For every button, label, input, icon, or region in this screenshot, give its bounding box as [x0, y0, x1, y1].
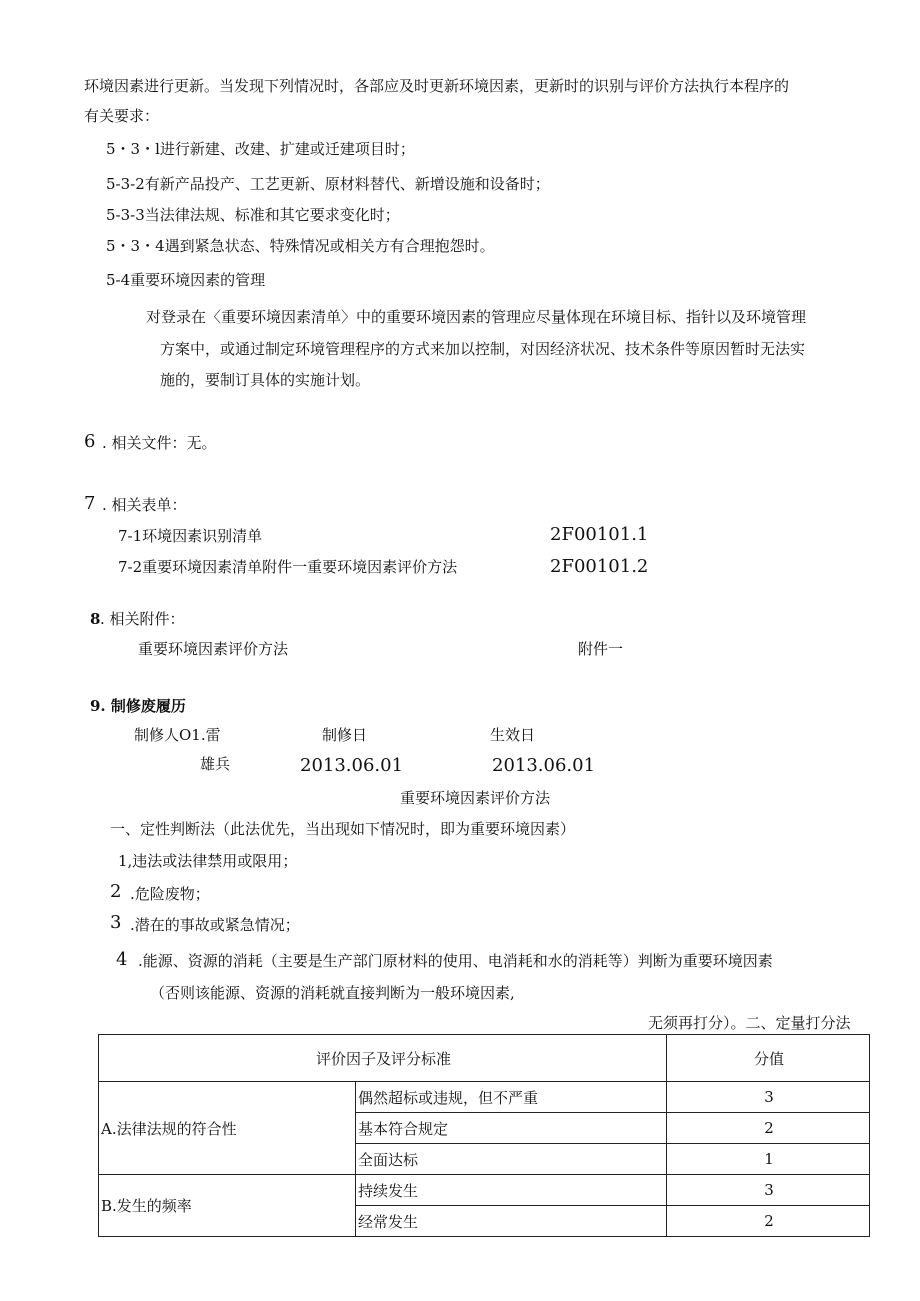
intro-line-1: 环境因素进行更新。当发现下列情况时，各部应及时更新环境因素，更新时的识别与评价方法执行本程序的 [84, 77, 790, 95]
item-5-3-4: 5・3・4遇到紧急状态、特殊情况或相关方有合理抱怨时。 [106, 237, 495, 255]
qualitative-item-1: 1,违法或法律禁用或限用； [118, 852, 298, 870]
history-col-effective-date: 生效日 [490, 726, 536, 744]
form-7-2-code: 2F00101.2 [550, 556, 649, 577]
qualitative-item-2: .危险废物； [130, 885, 210, 903]
form-7-2-label: 7-2重要环境因素清单附件一重要环境因素评价方法 [118, 558, 458, 576]
table-header-row [99, 1035, 870, 1082]
qualitative-item-2-num: 2 [110, 881, 122, 902]
form-7-1-code: 2F00101.1 [550, 524, 649, 545]
header-score: 分值 [667, 1035, 870, 1082]
section-5-4-line-2: 方案中，或通过制定环境管理程序的方式来加以控制，对因经济状况、技术条件等原因暂时无法实 [160, 340, 806, 358]
section-7-num: 7 [84, 493, 96, 514]
section-5-4-line-3: 施的，要制订具体的实施计划。 [160, 371, 371, 389]
criterion-cell: 偶然超标或违规，但不严重 [356, 1082, 667, 1113]
section-8-text: . 相关附件： [100, 610, 185, 628]
section-8-num: 8 [90, 610, 101, 628]
form-7-1-label: 7-1环境因素识别清单 [118, 527, 263, 545]
section-9-title: 9. 制修废履历 [90, 697, 186, 715]
group-b-label: B.发生的频率 [99, 1175, 356, 1237]
section-5-4-title: 5-4重要环境因素的管理 [106, 271, 266, 289]
criterion-cell: 经常发生 [356, 1206, 667, 1237]
item-5-3-1: 5・3・l进行新建、改建、扩建或迁建项目时； [106, 140, 415, 158]
score-cell: 2 [667, 1113, 870, 1144]
attachment-id: 附件一 [578, 640, 624, 658]
scoring-table [98, 1034, 870, 1237]
history-col-reviser-cont: 雄兵 [200, 755, 231, 773]
criterion-cell: 持续发生 [356, 1175, 667, 1206]
history-col-revise-date: 制修日 [322, 726, 368, 744]
table-row [99, 1175, 870, 1206]
section-5-4-line-1: 对登录在〈重要环境因素清单〉中的重要环境因素的管理应尽量体现在环境目标、指针以及环境管理 [146, 308, 807, 326]
history-revise-date: 2013.06.01 [300, 755, 404, 776]
item-5-3-3: 5-3-3当法律法规、标准和其它要求变化时； [106, 206, 400, 224]
table-row [99, 1082, 870, 1113]
score-cell: 3 [667, 1175, 870, 1206]
qualitative-item-3: .潜在的事故或紧急情况； [130, 916, 300, 934]
qualitative-item-4: .能源、资源的消耗（主要是生产部门原材料的使用、电消耗和水的消耗等）判断为重要环境因素 [138, 952, 773, 970]
score-cell: 2 [667, 1206, 870, 1237]
history-effective-date: 2013.06.01 [492, 755, 596, 776]
qualitative-title: 一、定性判断法（此法优先，当出现如下情况时，即为重要环境因素） [110, 820, 576, 838]
qualitative-item-3-num: 3 [110, 912, 122, 933]
criterion-cell: 基本符合规定 [356, 1113, 667, 1144]
attachment-name: 重要环境因素评价方法 [138, 640, 289, 658]
qualitative-note-2: 无须再打分）。二、定量打分法 [648, 1014, 851, 1032]
section-6-num: 6 [84, 431, 96, 452]
item-5-3-2: 5-3-2有新产品投产、工艺更新、原材料替代、新增设施和设备时； [106, 175, 550, 193]
intro-line-2: 有关要求： [84, 107, 160, 125]
group-a-label: A.法律法规的符合性 [99, 1082, 356, 1175]
section-6-text: . 相关文件：无。 [102, 434, 217, 452]
qualitative-note-1: （否则该能源、资源的消耗就直接判断为一般环境因素, [150, 984, 515, 1002]
history-col-reviser: 制修人O1.雷 [134, 726, 221, 744]
criterion-cell: 全面达标 [356, 1144, 667, 1175]
qualitative-item-4-num: 4 [116, 949, 128, 970]
section-7-text: . 相关表单： [102, 496, 187, 514]
score-cell: 3 [667, 1082, 870, 1113]
score-cell: 1 [667, 1144, 870, 1175]
header-factor: 评价因子及评分标准 [99, 1035, 667, 1082]
method-title: 重要环境因素评价方法 [400, 789, 551, 807]
